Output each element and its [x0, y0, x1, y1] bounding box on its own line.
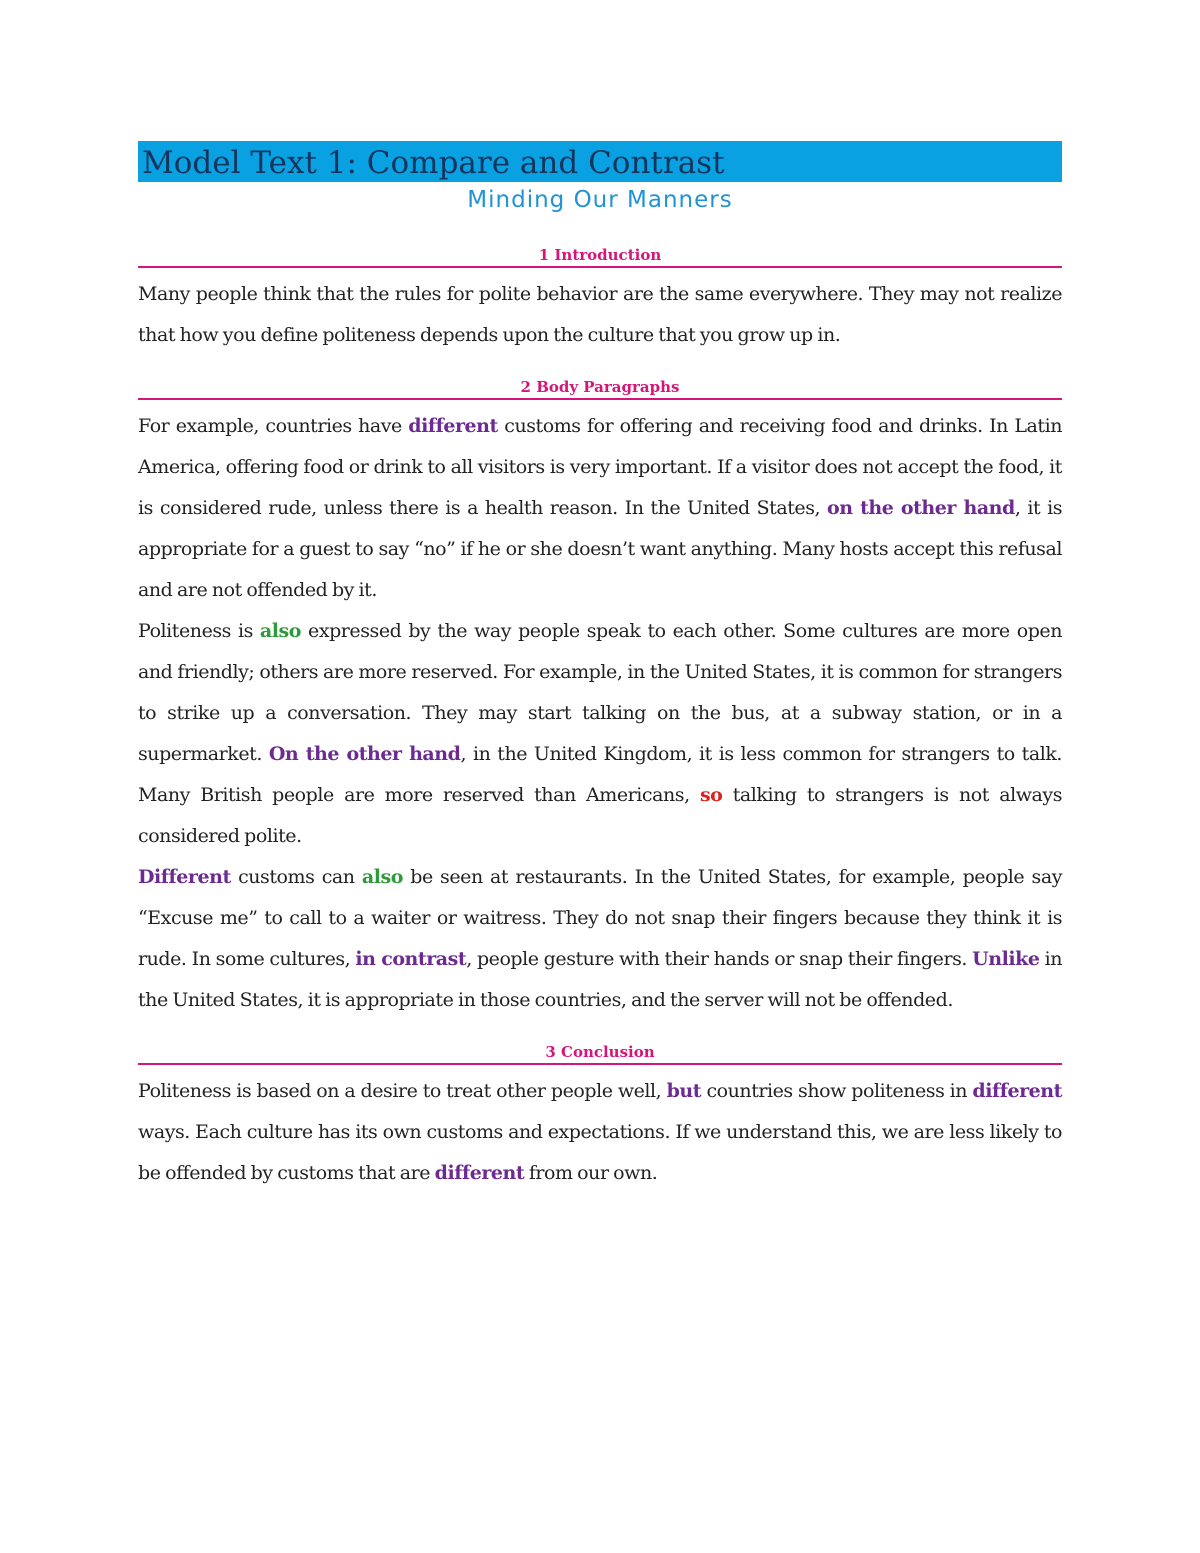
- introduction-heading: 1 Introduction: [138, 244, 1062, 268]
- introduction-paragraph: Many people think that the rules for polite behavior are the same everywhere. They may not realize that how you define politeness depends upon the culture that you grow up in.: [138, 283, 1062, 346]
- keyword-so: so: [699, 784, 723, 806]
- text-segment: talking to strangers is not always considered polite.: [138, 784, 1062, 847]
- text-segment: , it is appropriate for a guest to say “no” if he or she doesn’t want anything. Many hosts accept this refusal and are not offended by it.: [138, 497, 1063, 601]
- text-segment: Politeness is: [138, 620, 260, 642]
- text-segment: expressed by the way people speak to each other. Some cultures are more open and friendly; others are more reserved. For example, in the United States, it is common for strangers to strike up a conversation. They may start talking on the bus, at a subway station, or in a supermarket.: [138, 620, 1062, 765]
- document-title: Model Text 1: Compare and Contrast: [138, 141, 1062, 182]
- body-paragraph-2: [138, 611, 1062, 857]
- text-segment: Politeness is based on a desire to treat other people well,: [138, 1080, 667, 1102]
- conclusion-heading: 3 Conclusion: [138, 1041, 1062, 1065]
- keyword-on-the-other-hand: On the other hand: [268, 743, 461, 765]
- keyword-different: Different: [138, 866, 231, 888]
- text-segment: customs for offering and receiving food and drinks. In Latin America, offering food or drink to all visitors is very important. If a visitor does not accept the food, it is considered rude, unless there is a health reason. In the United States,: [138, 415, 1062, 519]
- document-subtitle: Minding Our Manners: [467, 187, 733, 213]
- body-paragraph-1: [138, 406, 1062, 611]
- text-segment: ways. Each culture has its own customs and expectations. If we understand this, we are less likely to be offended by customs that are: [138, 1121, 1062, 1184]
- keyword-different: different: [408, 415, 498, 437]
- text-segment: , in the United Kingdom, it is less common for strangers to talk. Many British people are more reserved than Americans,: [138, 743, 1062, 806]
- text-segment: from our own.: [524, 1162, 658, 1184]
- conclusion-paragraph: [138, 1071, 1062, 1194]
- text-segment: For example, countries have: [138, 415, 409, 437]
- keyword-different: different: [434, 1162, 525, 1184]
- keyword-on-the-other-hand: on the other hand: [827, 497, 1015, 519]
- keyword-but: but: [666, 1080, 702, 1102]
- text-segment: be seen at restaurants. In the United States, for example, people say “Excuse me” to call to a waiter or waitress. They do not snap their fingers because they think it is rude. In some cultures,: [138, 866, 1062, 970]
- text-segment: countries show politeness in: [701, 1080, 973, 1102]
- keyword-also: also: [361, 866, 403, 888]
- keyword-also: also: [259, 620, 302, 642]
- text-segment: customs can: [230, 866, 362, 888]
- keyword-different: different: [972, 1080, 1062, 1102]
- body-paragraphs-heading: 2 Body Paragraphs: [138, 376, 1062, 400]
- keyword-unlike: Unlike: [972, 948, 1040, 970]
- keyword-in-contrast: in contrast: [355, 948, 467, 970]
- text-segment: in the United States, it is appropriate in those countries, and the server will not be offended.: [138, 948, 1062, 1011]
- text-segment: , people gesture with their hands or snap their fingers.: [466, 948, 973, 970]
- document-page: [138, 141, 1062, 1194]
- body-paragraph-3: [138, 857, 1062, 1021]
